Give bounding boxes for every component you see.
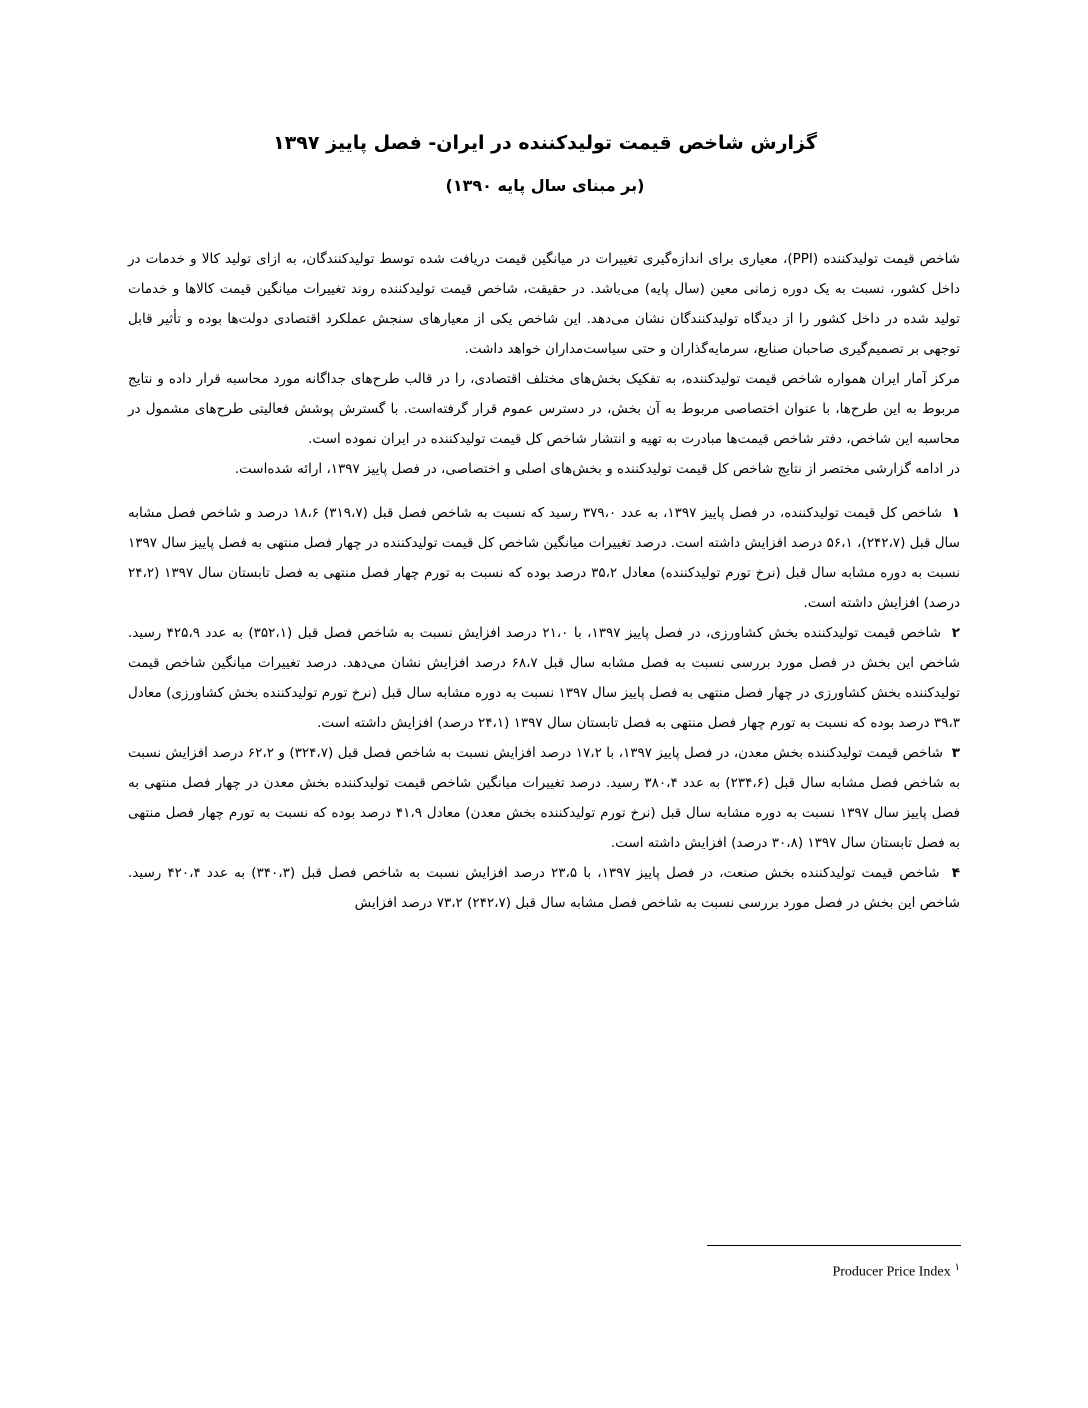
footnote-divider <box>707 1245 961 1246</box>
list-item <box>128 498 960 618</box>
item-number: ۲ <box>951 625 960 641</box>
list-item <box>128 738 960 858</box>
document-subtitle: (بر مبنای سال پایه ۱۳۹۰) <box>445 176 645 195</box>
item-number: ۱ <box>951 505 961 521</box>
intro-paragraph-3: در ادامه گزارشی مختصر از نتایج شاخص کل قیمت تولیدکننده و بخش‌های اصلی و اختصاصی، در فصل پاییز ۱۳۹۷، ارائه شده‌است. <box>234 461 960 477</box>
list-item <box>128 858 960 918</box>
item-text: شاخص قیمت تولیدکننده بخش معدن، در فصل پاییز ۱۳۹۷، با ۱۷،۲ درصد افزایش نسبت به شاخص فصل قبل (۳۲۴،۷) و ۶۲،۲ درصد افزایش نسبت به شاخص فصل مشابه سال قبل (۲۳۴،۶) به عدد ۳۸۰،۴ رسید. درصد تغییرات میانگین شاخص قیمت تولیدکننده بخش معدن در چهار فصل منتهی به فصل پاییز سال ۱۳۹۷ نسبت به دوره مشابه سال قبل (نرخ تورم تولیدکننده بخش معدن) معادل ۴۱،۹ درصد بوده که نسبت به تورم چهار فصل منتهی به فصل تابستان سال ۱۳۹۷ (۳۰،۸ درصد) افزایش داشته است. <box>128 745 960 851</box>
item-text: شاخص قیمت تولیدکننده بخش کشاورزی، در فصل پاییز ۱۳۹۷، با ۲۱،۰ درصد افزایش نسبت به شاخص فصل قبل (۳۵۲،۱) به عدد ۴۲۵،۹ رسید. شاخص این بخش در فصل مورد بررسی نسبت به فصل مشابه سال قبل ۶۸،۷ درصد افزایش نشان می‌دهد. درصد تغییرات میانگین شاخص قیمت تولیدکننده بخش کشاورزی در چهار فصل منتهی به فصل پاییز سال ۱۳۹۷ نسبت به دوره مشابه سال قبل (نرخ تورم تولیدکننده بخش کشاورزی) معادل ۳۹،۳ درصد بوده که نسبت به تورم چهار فصل منتهی به فصل تابستان سال ۱۳۹۷ (۲۴،۱ درصد) افزایش داشته است. <box>128 625 960 731</box>
item-text: شاخص کل قیمت تولیدکننده، در فصل پاییز ۱۳۹۷، به عدد ۳۷۹،۰ رسید که نسبت به شاخص فصل قبل (۳۱۹،۷) ۱۸،۶ درصد و شاخص فصل مشابه سال قبل (۲۴۲،۷)، ۵۶،۱ درصد افزایش داشته است. درصد تغییرات میانگین شاخص کل قیمت تولیدکننده در چهار فصل منتهی به فصل پاییز سال ۱۳۹۷ نسبت به دوره مشابه سال قبل (نرخ تورم تولیدکننده) معادل ۳۵،۲ درصد بوده که نسبت به تورم چهار فصل منتهی به فصل تابستان سال ۱۳۹۷ (۲۴،۲ درصد) افزایش داشته است. <box>128 505 960 611</box>
item-text: شاخص قیمت تولیدکننده بخش صنعت، در فصل پاییز ۱۳۹۷، با ۲۳،۵ درصد افزایش نسبت به شاخص فصل قبل (۳۴۰،۳) به عدد ۴۲۰،۴ رسید. شاخص این بخش در فصل مورد بررسی نسبت به شاخص فصل مشابه سال قبل (۲۴۲،۷) ۷۳،۲ درصد افزایش <box>128 865 960 911</box>
item-number: ۳ <box>951 745 960 761</box>
intro-paragraph-1: شاخص قیمت تولیدکننده (PPI)، معیاری برای اندازه‌گیری تغییرات در میانگین قیمت دریافت شده توسط تولیدکنندگان، به ازای تولید کالا و خدمات در داخل کشور، نسبت به یک دوره زمانی معین (سال پایه) می‌باشد. در حقیقت، شاخص قیمت تولیدکننده روند تغییرات میانگین قیمت کالاها و خدمات تولید شده در داخل کشور را از دیدگاه تولیدکنندگان نشان می‌دهد. این شاخص یکی از معیارهای سنجش عملکرد اقتصادی دولت‌ها بوده و تأثیر قابل توجهی بر تصمیم‌گیری صاحبان صنایع، سرمایه‌گذاران و حتی سیاست‌مداران خواهد داشت. <box>128 251 960 357</box>
footnote <box>832 1262 960 1281</box>
footnote-marker: ۱ <box>954 1262 960 1273</box>
footnote-text: Producer Price Index <box>832 1264 951 1280</box>
document-body <box>128 244 960 918</box>
list-item <box>128 618 960 738</box>
intro-paragraph-2: مرکز آمار ایران همواره شاخص قیمت تولیدکننده، به تفکیک بخش‌های مختلف اقتصادی، را در قالب طرح‌های جداگانه مورد محاسبه قرار داده و نتایج مربوط به این طرح‌ها، با عنوان اختصاصی مربوط به آن بخش، در دسترس عموم قرار گرفته‌است. با گسترش پوشش فعالیتی طرح‌های مشمول در محاسبه این شاخص، دفتر شاخص قیمت‌ها مبادرت به تهیه و انتشار شاخص کل قیمت تولیدکننده در ایران نموده است. <box>128 371 960 447</box>
item-number: ۴ <box>951 865 960 881</box>
document-title: گزارش شاخص قیمت تولیدکننده در ایران- فصل پاییز ۱۳۹۷ <box>273 132 817 154</box>
